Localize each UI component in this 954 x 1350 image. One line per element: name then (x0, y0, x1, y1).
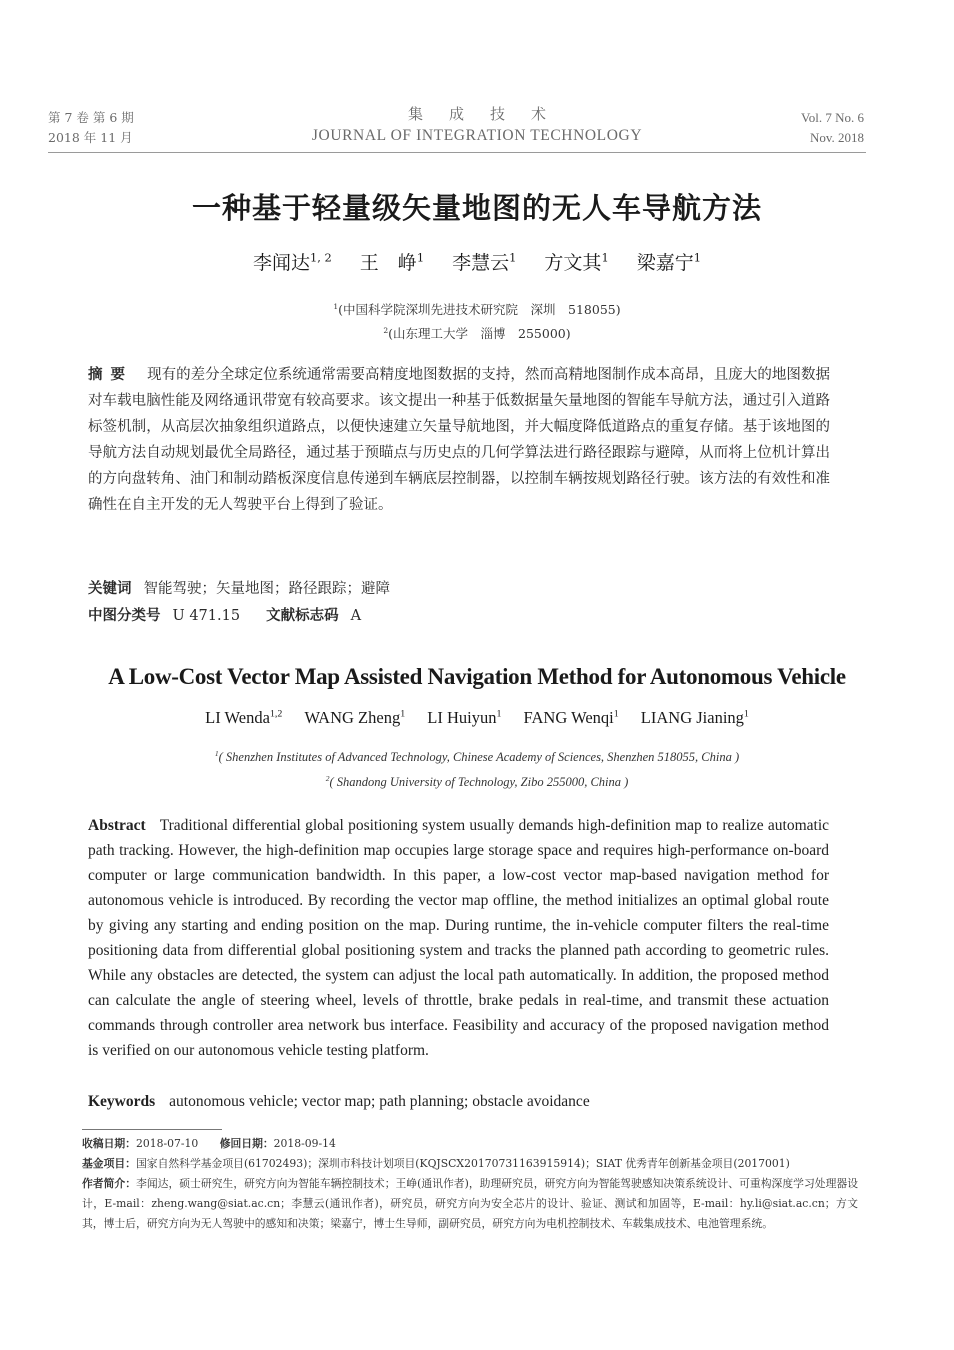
footnote-divider (82, 1129, 222, 1130)
author-cn: 王 峥$^1$ (359, 250, 425, 274)
author-en: LIANG Jianing$^1$ (640, 708, 749, 727)
received-date: 2018-07-10 (135, 1137, 199, 1150)
classification-label: 中图分类号 (88, 608, 161, 624)
volume-issue-en: Vol. 7 No. 6 (801, 110, 864, 125)
author-en: FANG Wenqi$^1$ (523, 708, 619, 727)
revised-label: 修回日期： (219, 1137, 274, 1150)
fund-label: 基金项目： (82, 1157, 136, 1170)
doc-code-value: A (350, 608, 362, 624)
author-cn: 李慧云$^1$ (452, 250, 517, 274)
abstract-cn-text: 现有的差分全球定位系统通常需要高精度地图数据的支持，然而高精地图制作成本高昂，且庞大的地图数据对车载电脑性能及网络通讯带宽有较高要求。该文提出一种基于低数据量矢量地图的智能车导航方法，通过引入道路标签机制，从高层次抽象组织道路点，以便快速建立矢量导航地图，并大幅度降低道路点的重复存储。基于该地图的导航方法自动规划最优全局路径，通过基于预瞄点与历史点的几何学算法进行路径跟踪与避障，从而将上位机计算出的方向盘转角、油门和制动踏板深度信息传递到车辆底层控制器，以控制车辆按规划路径行驶。该方法的有效性和准确性在自主开发的无人驾驶平台上得到了验证。 (88, 367, 830, 513)
paper-title-cn: 一种基于轻量级矢量地图的无人车导航方法 (191, 191, 762, 225)
author-cn: 梁嘉宁$^1$ (636, 250, 701, 274)
affiliation-en-2: $^2$( Shandong University of Technology, Zibo 255000, China ) (325, 773, 629, 789)
header-divider (48, 152, 866, 153)
dates-line (82, 1134, 858, 1154)
author-en: WANG Zheng$^1$ (304, 708, 406, 727)
date-cn: 2018 年 11 月 (48, 130, 133, 145)
journal-name-en: JOURNAL OF INTEGRATION TECHNOLOGY (311, 127, 643, 144)
journal-name-cn: 集成技术 (407, 105, 572, 123)
author-cn: 李闻达$^{1, 2}$ (252, 250, 332, 274)
volume-issue-cn: 第 7 卷 第 6 期 (48, 110, 134, 125)
authors-cn (0, 248, 954, 275)
affiliation-cn-2: $^2$(山东理工大学 淄博 255000) (383, 325, 571, 341)
bio-label: 作者简介： (82, 1177, 137, 1190)
date-en: Nov. 2018 (809, 130, 864, 145)
keywords-cn-text: 智能驾驶；矢量地图；路径跟踪；避障 (143, 581, 390, 597)
fund-text: 国家自然科学基金项目(61702493)；深圳市科技计划项目(KQJSCX20170731163915914)；SIAT 优秀青年创新基金项目(2017001) (135, 1157, 790, 1170)
received-label: 收稿日期： (82, 1137, 136, 1150)
header-right (801, 108, 864, 148)
classification-cn (88, 603, 830, 629)
bio-text: 李闻达，硕士研究生，研究方向为智能车辆控制技术；王峥(通讯作者)，助理研究员，研究方向为智能驾驶感知决策系统设计、可重构深度学习处理器设计，E-mail：zheng.wang@siat.ac.cn；李慧云(通讯作者)，研究员，研究方向为安全芯片的设计、验证、测试和加固等，E-mail：hy.li@siat.ac.cn；方文其，博士后，研究方向为无人驾驶中的感知和决策；梁嘉宁，博士生导师，副研究员，研究方向为电机控制技术、车载集成技术、电池管理系统。 (82, 1177, 859, 1230)
bio-line (82, 1174, 858, 1234)
abstract-cn-label: 摘要 (88, 367, 134, 383)
revised-date: 2018-09-14 (273, 1137, 336, 1150)
affiliation-en-1: $^1$( Shenzhen Institutes of Advanced Technology, Chinese Academy of Sciences, Shenzhen 518055, China ) (214, 748, 740, 764)
authors-en (0, 708, 954, 728)
classification-value: U 471.15 (172, 608, 241, 624)
keywords-en (88, 1089, 829, 1114)
affiliation-cn-1: $^1$(中国科学院深圳先进技术研究院 深圳 518055) (333, 301, 621, 317)
abstract-cn (88, 362, 830, 518)
keywords-en-label: Keywords (88, 1093, 156, 1110)
doc-code-label: 文献标志码 (266, 608, 339, 624)
keywords-cn (88, 576, 830, 602)
abstract-en (88, 813, 829, 1063)
keywords-cn-label: 关键词 (88, 581, 132, 597)
fund-line (82, 1154, 858, 1174)
author-en: LI Wenda$^{1,2}$ (205, 708, 283, 727)
paper-title-en: A Low-Cost Vector Map Assisted Navigation Method for Autonomous Vehicle (108, 664, 846, 689)
abstract-en-text: Traditional differential global positioning system usually demands high-definition map to realize automatic path tracking. However, the high-definition map occupies large storage space and requires high-performance on-board computer or large communication bandwidth. In this paper, a low-cost vector map-based navigation method for autonomous vehicle is introduced. By recording the vector map offline, the method initializes an optimal global route by giving any starting and ending position on the map. During runtime, the in-vehicle computer filters the real-time positioning data from differential global positioning system and tracks the planned path according to geometric rules. While any obstacles are detected, the system can adjust the local path automatically. In addition, the proposed method can calculate the angle of steering wheel, levels of throttle, brake pedals in real-time, and transmit these actuation commands through controller area network bus interface. Feasibility and accuracy of the proposed navigation method is verified on our autonomous vehicle testing platform. (88, 817, 829, 1059)
author-en: LI Huiyun$^1$ (427, 708, 502, 727)
keywords-en-text: autonomous vehicle; vector map; path planning; obstacle avoidance (169, 1093, 590, 1110)
author-cn: 方文其$^1$ (544, 250, 609, 274)
footnotes (82, 1134, 858, 1234)
abstract-en-label: Abstract (88, 817, 146, 834)
